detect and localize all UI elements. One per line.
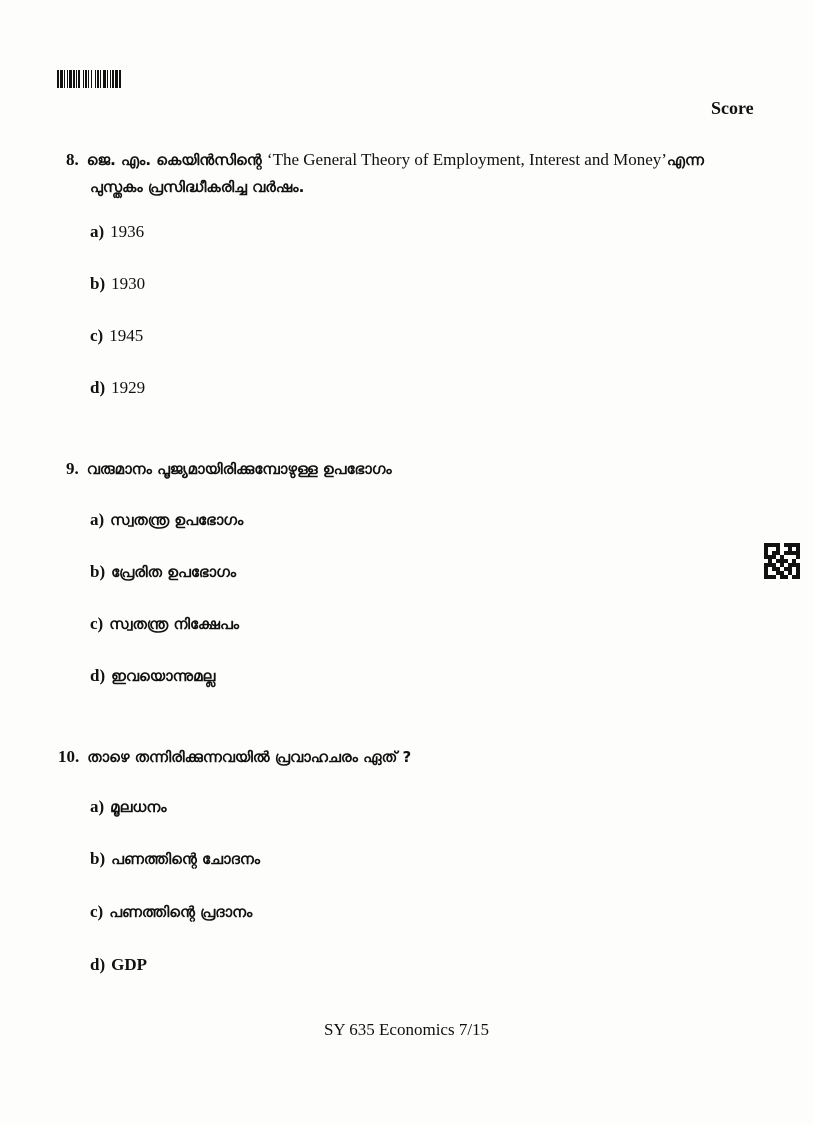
option-9d bbox=[90, 666, 215, 686]
option-letter: d) bbox=[90, 378, 106, 397]
option-text: പണത്തിന്റെ പ്രദാനം bbox=[109, 903, 253, 921]
option-9c bbox=[90, 614, 239, 634]
option-text: സ്വതന്ത്ര നിക്ഷേപം bbox=[109, 615, 240, 633]
question-number: 9. bbox=[66, 459, 79, 478]
option-text: GDP bbox=[111, 955, 148, 974]
question-text: താഴെ തന്നിരിക്കുന്നവയിൽ പ്രവാഹചരം ഏത് ? bbox=[87, 748, 412, 766]
option-text: പ്രേരിത ഉപഭോഗം bbox=[111, 563, 237, 581]
question-8 bbox=[66, 146, 766, 201]
question-9 bbox=[66, 455, 766, 483]
option-8d bbox=[90, 378, 145, 398]
option-letter: a) bbox=[90, 222, 105, 241]
question-number: 10. bbox=[58, 747, 80, 766]
option-letter: b) bbox=[90, 274, 106, 293]
option-text: 1929 bbox=[111, 378, 146, 397]
option-10c bbox=[90, 902, 252, 922]
option-letter: d) bbox=[90, 666, 106, 685]
option-9b bbox=[90, 562, 236, 582]
option-10d bbox=[90, 955, 147, 975]
page-footer: SY 635 Economics 7/15 bbox=[323, 1020, 490, 1039]
option-text: പണത്തിന്റെ ചോദനം bbox=[111, 850, 261, 868]
option-8b bbox=[90, 274, 145, 294]
option-letter: c) bbox=[90, 902, 104, 921]
score-label: Score bbox=[711, 98, 754, 118]
option-10a bbox=[90, 797, 167, 817]
question-text: വരുമാനം പൂജ്യമായിരിക്കുമ്പോഴുള്ള ഉപഭോഗം bbox=[86, 460, 392, 478]
option-letter: b) bbox=[90, 562, 106, 581]
option-letter: b) bbox=[90, 849, 106, 868]
option-9a bbox=[90, 510, 243, 530]
option-8a bbox=[90, 222, 144, 242]
option-letter: c) bbox=[90, 326, 104, 345]
option-letter: c) bbox=[90, 614, 104, 633]
option-text: ഇവയൊന്നുമല്ല bbox=[111, 667, 216, 685]
option-8c bbox=[90, 326, 143, 346]
option-letter: a) bbox=[90, 797, 105, 816]
option-letter: d) bbox=[90, 955, 106, 974]
question-text-line2: പുസ്തകം പ്രസിദ്ധീകരിച്ച വർഷം. bbox=[90, 178, 305, 196]
option-letter: a) bbox=[90, 510, 105, 529]
question-number: 8. bbox=[66, 150, 79, 169]
qr-code bbox=[764, 543, 800, 579]
question-10 bbox=[58, 743, 758, 771]
option-text: 1930 bbox=[111, 274, 146, 293]
book-title: ‘The General Theory of Employment, Interest and Money’ bbox=[266, 150, 667, 169]
option-text: മൂലധനം bbox=[110, 798, 167, 816]
question-text-ml-suffix: എന്ന bbox=[666, 151, 704, 169]
question-text-ml: ജെ. എം. കെയിൻസിന്റെ bbox=[86, 151, 262, 169]
option-text: 1936 bbox=[110, 222, 145, 241]
option-text: 1945 bbox=[109, 326, 144, 345]
barcode bbox=[57, 70, 161, 88]
option-10b bbox=[90, 849, 260, 869]
option-text: സ്വതന്ത്ര ഉപഭോഗം bbox=[110, 511, 244, 529]
